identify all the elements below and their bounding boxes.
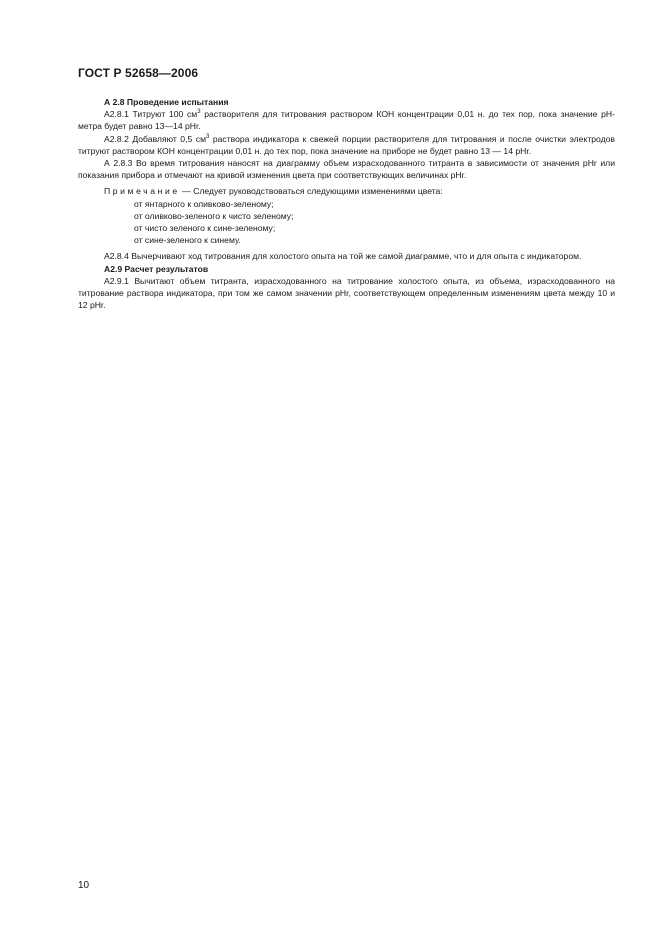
paragraph-a281-start: А2.8.1 Титруют 100 см (104, 109, 198, 120)
superscript-3: 3 (205, 133, 210, 140)
paragraph-a291: А2.9.1 Вычитают объем титранта, израсходованного на титрование холостого опыта, из объема, израсходованного на титрование раствора индикатора, при том же самом значении pHr, соответствующем определенным изменениям цвета между 10 и 12 pHr. (78, 275, 615, 311)
note-block (78, 185, 615, 246)
document-body (78, 96, 615, 311)
section-heading-a28: А 2.8 Проведение испытания (104, 97, 229, 107)
paragraph-a282 (78, 133, 615, 157)
note-item: от янтарного к оливково-зеленому; (134, 198, 274, 209)
note-item: от чисто зеленого к сине-зеленому; (134, 223, 276, 234)
note-intro (78, 185, 615, 197)
paragraph-a281-end: растворителя для титрования раствором КОН концентрации 0,01 н. до тех пор, пока значение pH-метра будет равно 13—14 pHr. (78, 109, 615, 132)
note-text: — Следует руководствоваться следующими изменениями цвета: (179, 186, 443, 197)
note-item: от оливково-зеленого к чисто зеленому; (134, 210, 294, 221)
note-item: от сине-зеленого к синему. (134, 235, 241, 246)
note-label: Примечание (104, 186, 180, 197)
paragraph-a282-end: раствора индикатора к свежей порции растворителя для титрования и после очистки электродов титруют раствором КОН концентрации 0,01 н. до тех пор, пока значение на приборе не будет равно 13 — 14 pHr. (78, 133, 615, 156)
page-header: ГОСТ Р 52658—2006 (78, 66, 199, 80)
paragraph-a284: А2.8.4 Вычерчивают ход титрования для холостого опыта на той же самой диаграмме, что и для опыта с индикатором. (104, 251, 582, 262)
superscript-3: 3 (197, 109, 201, 116)
paragraph-a283: А 2.8.3 Во время титрования наносят на диаграмму объем израсходованного титранта в зависимости от значения pHr или показания прибора и отмечают на кривой изменения цвета при соответствующих величинах pHr. (78, 158, 615, 181)
section-heading-a29: А2.9 Расчет результатов (104, 263, 209, 274)
page-number: 10 (78, 880, 90, 891)
paragraph-a281 (78, 108, 615, 132)
paragraph-a282-start: А2.8.2 Добавляют 0,5 см (104, 133, 206, 144)
